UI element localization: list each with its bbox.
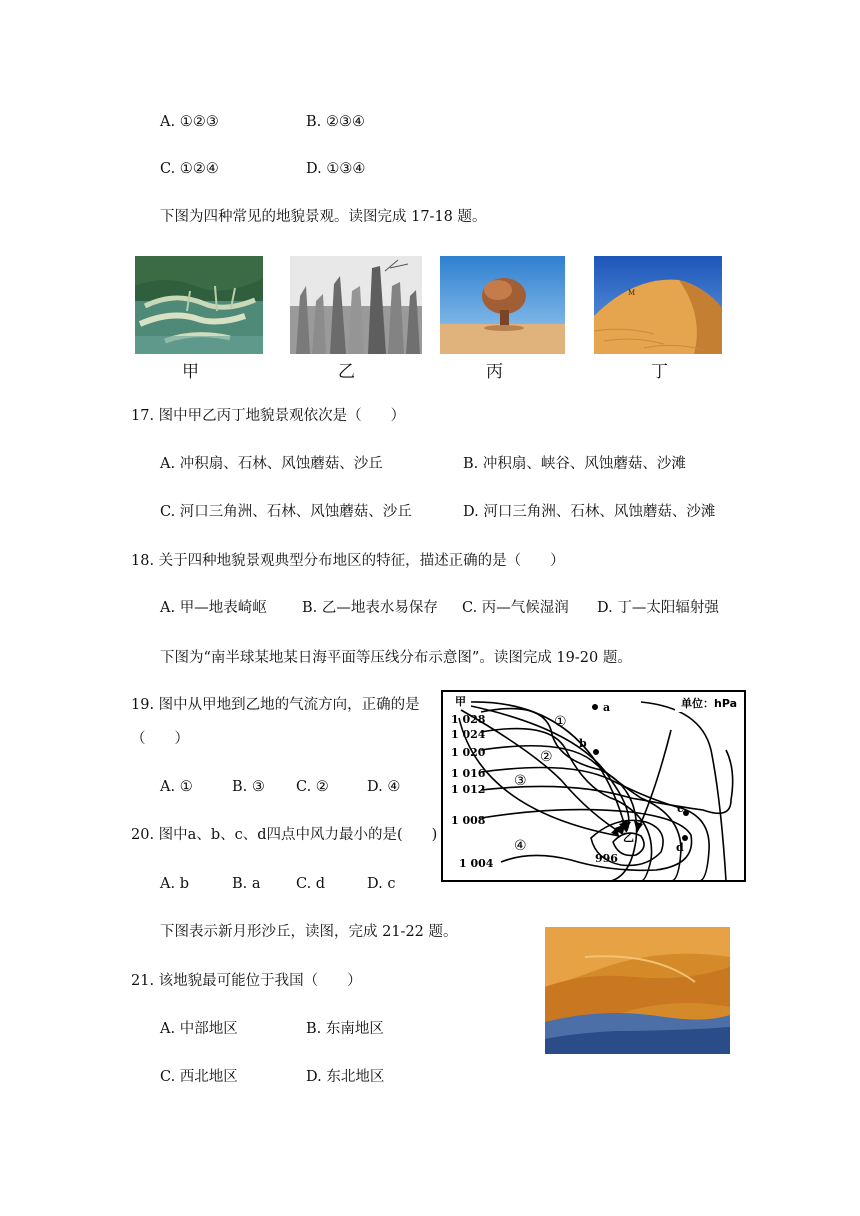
point-b: b (579, 737, 587, 750)
intro-21-22: 下图表示新月形沙丘，读图，完成 21-22 题。 (160, 924, 458, 940)
q18-stem: 18. 关于四种地貌景观典型分布地区的特征，描述正确的是（ ） (131, 553, 565, 569)
map-label-yi: 乙 (623, 831, 634, 844)
isobar-1008: 1 008 (451, 814, 486, 827)
arrow-label-1: ① (554, 714, 567, 730)
q17-option-c: C. 河口三角洲、石林、风蚀蘑菇、沙丘 (160, 504, 412, 520)
q20-option-b: B. a (232, 876, 261, 892)
prev-option-c: C. ①②④ (160, 161, 219, 177)
isobar-1024: 1 024 (451, 728, 486, 741)
isobar-996: 996 (595, 852, 618, 865)
point-c: c (677, 802, 684, 815)
photo-sand-dune (594, 256, 722, 354)
caption-yi: 乙 (338, 362, 355, 382)
intro-19-20: 下图为“南半球某地某日海平面等压线分布示意图”。读图完成 19-20 题。 (160, 650, 632, 666)
q19-stem-bracket: （ ） (131, 731, 189, 747)
q21-option-d: D. 东北地区 (306, 1069, 385, 1085)
arrow-label-3: ③ (514, 773, 527, 789)
arrow-label-4: ④ (514, 838, 527, 854)
prev-option-b: B. ②③④ (306, 114, 365, 130)
q19-option-b: B. ③ (232, 779, 265, 795)
map-label-jia: 甲 (455, 695, 466, 708)
dune-label-m: M (628, 289, 636, 297)
q19-stem: 19. 图中从甲地到乙地的气流方向，正确的是 (131, 697, 420, 713)
q17-option-b: B. 冲积扇、峡谷、风蚀蘑菇、沙滩 (463, 456, 686, 472)
intro-17-18: 下图为四种常见的地貌景观。读图完成 17-18 题。 (160, 209, 487, 225)
isobar-1016: 1 016 (451, 767, 486, 780)
q18-option-c: C. 丙—气候湿润 (462, 600, 569, 616)
q18-option-a: A. 甲—地表崎岖 (160, 600, 267, 616)
point-a: a (603, 701, 611, 714)
isobar-1012: 1 012 (451, 783, 486, 796)
isobar-1004: 1 004 (459, 857, 494, 870)
isobar-map (441, 690, 746, 882)
isobar-1020: 1 020 (451, 746, 486, 759)
q19-option-d: D. ④ (367, 779, 401, 795)
prev-option-a: A. ①②③ (160, 114, 219, 130)
photo-mushroom-rock (440, 256, 565, 354)
isobar-1028: 1 028 (451, 713, 486, 726)
q19-option-a: A. ① (160, 779, 193, 795)
q18-option-b: B. 乙—地表水易保存 (302, 600, 438, 616)
photo-delta (135, 256, 263, 354)
arrow-label-2: ② (540, 749, 553, 765)
point-d: d (676, 841, 684, 854)
prev-option-d: D. ①③④ (306, 161, 366, 177)
q20-option-a: A. b (160, 876, 189, 892)
q20-option-d: D. c (367, 876, 396, 892)
q17-option-a: A. 冲积扇、石林、风蚀蘑菇、沙丘 (160, 456, 383, 472)
q20-stem: 20. 图中a、b、c、d四点中风力最小的是( ) (131, 827, 438, 843)
caption-ding: 丁 (651, 362, 668, 382)
q20-option-c: C. d (296, 876, 326, 892)
q21-option-b: B. 东南地区 (306, 1021, 384, 1037)
caption-bing: 丙 (486, 362, 503, 382)
q18-option-d: D. 丁—太阳辐射强 (597, 600, 719, 616)
photo-stone-forest (290, 256, 422, 354)
map-unit: 单位：hPa (681, 697, 738, 710)
photo-crescent-dune (545, 927, 730, 1054)
q21-option-a: A. 中部地区 (160, 1021, 238, 1037)
q17-option-d: D. 河口三角洲、石林、风蚀蘑菇、沙滩 (463, 504, 716, 520)
q21-stem: 21. 该地貌最可能位于我国（ ） (131, 973, 362, 989)
q21-option-c: C. 西北地区 (160, 1069, 238, 1085)
q17-stem: 17. 图中甲乙丙丁地貌景观依次是（ ） (131, 408, 406, 424)
caption-jia: 甲 (182, 362, 199, 382)
q19-option-c: C. ② (296, 779, 329, 795)
